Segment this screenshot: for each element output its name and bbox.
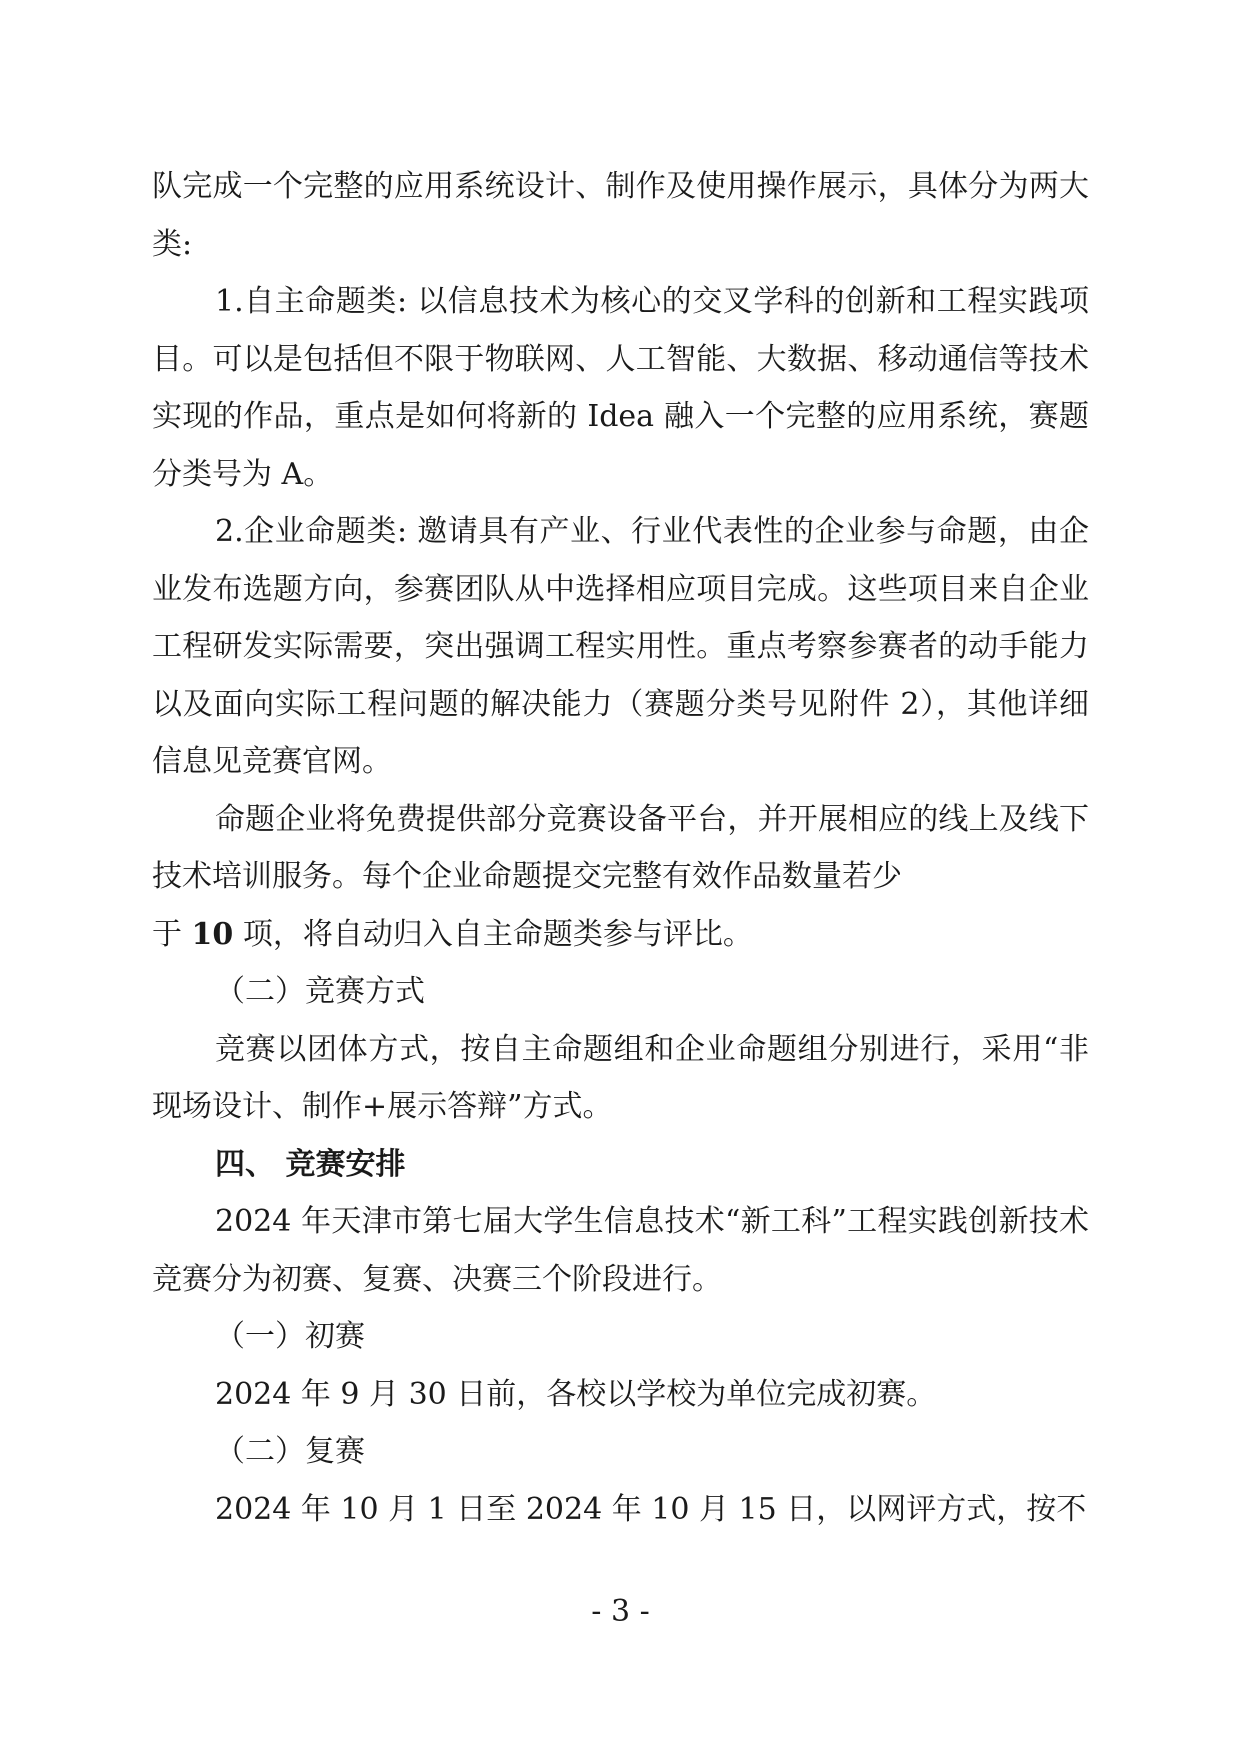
section-heading-preliminary: （一）初赛 <box>215 1319 365 1354</box>
paragraph-enterprise-topic: 2.企业命题类: 邀请具有产业、行业代表性的企业参与命题，由企业发布选题方向，参赛团队从中选择相应项目完成。这些项目来自企业工程研发实际需要，突出强调工程实用性。重点考察参赛者的动手能力以及面向实际工程问题的解决能力（赛题分类号见附件 2），其他详细信息见竞赛官网。 <box>152 514 1089 779</box>
paragraph-semifinal: 2024 年 10 月 1 日至 2024 年 10 月 15 日，以网评方式，按不 <box>215 1491 1087 1527</box>
paragraph-self-topic: 1.自主命题类: 以信息技术为核心的交叉学科的创新和工程实践项目。可以是包括但不限于物联网、人工智能、大数据、移动通信等技术实现的作品，重点是如何将新的 Idea 融入一个完整的应用系统，赛题分类号为 A。 <box>152 284 1089 492</box>
bold-number: 10 <box>191 916 234 952</box>
page-number: - 3 - <box>591 1594 650 1629</box>
paragraph-competition-method: 竞赛以团体方式，按自主命题组和企业命题组分别进行，采用“非现场设计、制作+展示答辩”方式。 <box>152 1031 1089 1124</box>
section-heading-competition-method: （二）竞赛方式 <box>215 974 425 1009</box>
section-heading-semifinal: （二）复赛 <box>215 1434 365 1469</box>
paragraph-enterprise-support-end <box>152 906 1089 964</box>
text-segment: 于 <box>152 916 192 952</box>
section-heading-arrangement: 四、 竞赛安排 <box>215 1146 406 1182</box>
paragraph-continuation: 队完成一个完整的应用系统设计、制作及使用操作展示，具体分为两大类: <box>152 169 1089 262</box>
paragraph-arrangement: 2024 年天津市第七届大学生信息技术“新工科”工程实践创新技术竞赛分为初赛、复赛、决赛三个阶段进行。 <box>152 1204 1089 1297</box>
document-body <box>152 158 1089 1538</box>
text-segment: 项，将自动归入自主命题类参与评比。 <box>233 916 753 952</box>
paragraph-enterprise-support: 命题企业将免费提供部分竞赛设备平台，并开展相应的线上及线下技术培训服务。每个企业命题提交完整有效作品数量若少 <box>152 801 1089 894</box>
paragraph-preliminary: 2024 年 9 月 30 日前，各校以学校为单位完成初赛。 <box>215 1376 937 1412</box>
